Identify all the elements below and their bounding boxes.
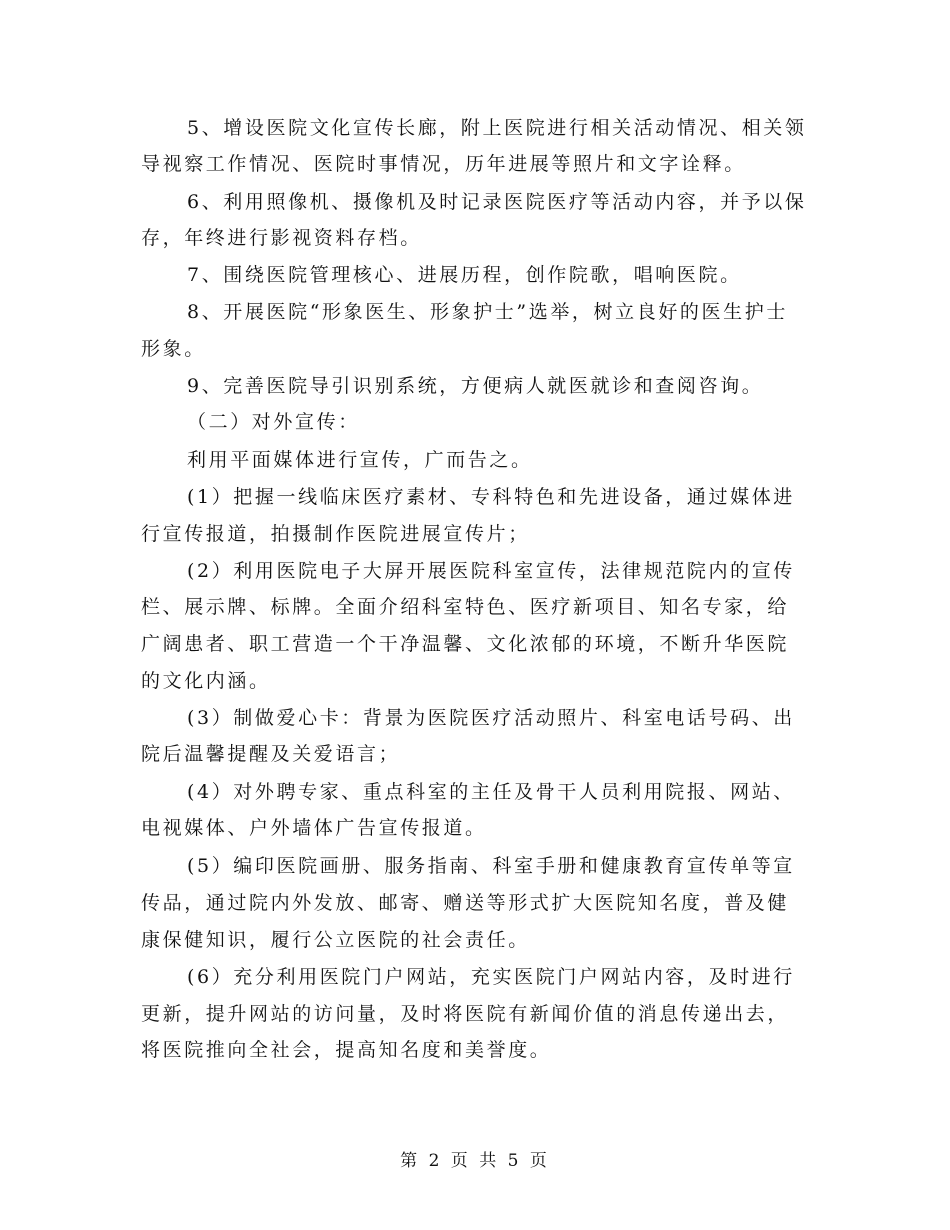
section-heading: （二）对外宣传： [187, 411, 360, 433]
text-line: 导视察工作情况、医院时事情况，历年进展等照片和文字诠释。 [141, 153, 746, 175]
text-line: 广阔患者、职工营造一个干净温馨、文化浓郁的环境，不断升华医院 [141, 633, 790, 655]
text-line: 形象。 [141, 338, 206, 360]
text-line: (3）制做爱心卡：背景为医院医疗活动照片、科室电话号码、出 [187, 707, 795, 729]
text-line: 5、增设医院文化宣传长廊，附上医院进行相关活动情况、相关领 [187, 117, 807, 139]
text-line: 电视媒体、户外墙体广告宣传报道。 [141, 817, 487, 839]
text-line: (6）充分利用医院门户网站，充实医院门户网站内容，及时进行 [187, 966, 795, 988]
text-line: 栏、展示牌、标牌。全面介绍科室特色、医疗新项目、知名专家，给 [141, 596, 790, 618]
text-line: (4）对外聘专家、重点科室的主任及骨干人员利用院报、网站、 [187, 781, 795, 803]
text-line: 康保健知识，履行公立医院的社会责任。 [141, 929, 530, 951]
text-line: 存，年终进行影视资料存档。 [141, 227, 422, 249]
text-line: 传品，通过院内外发放、邮寄、赠送等形式扩大医院知名度，普及健 [141, 892, 790, 914]
text-line: 6、利用照像机、摄像机及时记录医院医疗等活动内容，并予以保 [187, 191, 807, 213]
text-line: 9、完善医院导引识别系统，方便病人就医就诊和查阅咨询。 [187, 375, 764, 397]
text-line: 更新，提升网站的访问量，及时将医院有新闻价值的消息传递出去， [141, 1003, 790, 1025]
text-line: 7、围绕医院管理核心、进展历程，创作院歌，唱响医院。 [187, 264, 742, 286]
text-line: (1）把握一线临床医疗素材、专科特色和先进设备，通过媒体进 [187, 486, 795, 508]
text-line: 将医院推向全社会，提高知名度和美誉度。 [141, 1039, 552, 1061]
text-line: 行宣传报道，拍摄制作医院进展宣传片； [141, 523, 530, 545]
text-line: 利用平面媒体进行宣传，广而告之。 [187, 449, 533, 471]
text-line: (2）利用医院电子大屏开展医院科室宣传，法律规范院内的宣传 [187, 560, 795, 582]
text-line: 院后温馨提醒及关爱语言； [141, 743, 401, 765]
text-line: (5）编印医院画册、服务指南、科室手册和健康教育宣传单等宣 [187, 855, 795, 877]
text-line: 8、开展医院“形象医生、形象护士”选举，树立良好的医生护士 [187, 301, 788, 323]
text-line: 的文化内涵。 [141, 670, 271, 692]
page-number-footer: 第 2 页 共 5 页 [400, 1151, 550, 1171]
